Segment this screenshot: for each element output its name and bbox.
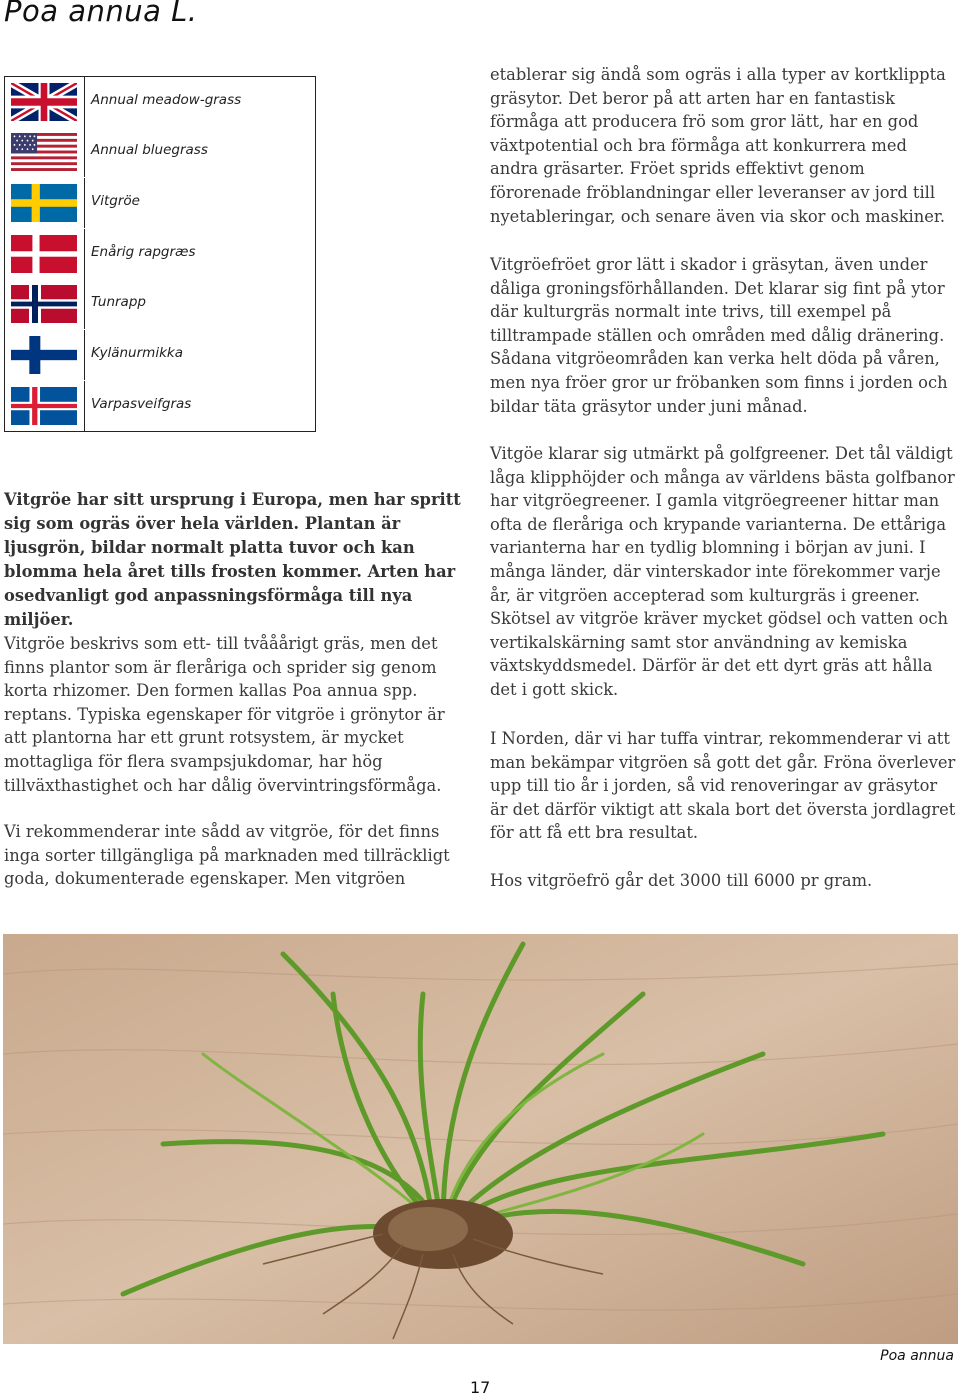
us-flag-icon bbox=[11, 133, 77, 171]
body-paragraph: Vitgröefröet gror lätt i skador i gräsytan, även under dåliga groningsförhållanden. Det klarar sig fint på ytor där kulturgräs normalt inte trivs, till exempel på tilltrampade ställen och områden med dålig dränering. Sådana vitgröeområden kan verka helt döda på våren, men nya fröer gror ur fröbanken som finns i jorden och bildar täta gräsytor under juni månad. bbox=[490, 255, 948, 416]
common-name-norwegian: Tunrapp bbox=[91, 294, 146, 310]
body-paragraph: Vitgöe klarar sig utmärkt på golfgreener. Det tål väldigt låga klipphöjder och många av världens bästa golfbanor har vitgröegreener. I gamla vitgröegreener hittar man ofta de fleråriga och krypande varianterna. De ettåriga varianterna har en tydlig blomning i början av juni. I många länder, där vinterskador inte förekommer varje år, är vitgröen accepterad som kulturgräs i greener. Skötsel av vitgröe kräver mycket gödsel och vatten och vertikalskärning samt stor användning av kemiska växtskyddsmedel. Därför är det ett dyrt gräs att hålla det i gott skick. bbox=[490, 444, 955, 699]
norway-flag-icon bbox=[11, 285, 77, 323]
common-name-row-norway bbox=[5, 279, 315, 329]
common-name-row-finland bbox=[5, 330, 315, 380]
common-name-swedish: Vitgröe bbox=[91, 193, 140, 209]
common-name-danish: Enårig rapgræs bbox=[91, 244, 196, 260]
sweden-flag-icon bbox=[11, 184, 77, 222]
body-paragraph: I Norden, där vi har tuffa vintrar, rekommenderar vi att man bekämpar vitgröen så gott det går. Fröna överlever upp till tio år i jorden, så vid renoveringar av gräsytor är det därför viktigt att skala bort det översta jordlagret för att få ett bra resultat. bbox=[490, 729, 956, 843]
photo-caption: Poa annua bbox=[880, 1348, 954, 1364]
common-name-finnish: Kylänurmikka bbox=[91, 345, 183, 361]
page-title: Poa annua L. bbox=[4, 0, 198, 28]
poa-annua-photo bbox=[3, 934, 958, 1344]
page-number: 17 bbox=[470, 1378, 491, 1397]
common-name-icelandic: Varpasveifgras bbox=[91, 396, 192, 412]
common-name-row-uk bbox=[5, 77, 315, 127]
finland-flag-icon bbox=[11, 336, 77, 374]
common-name-row-sweden bbox=[5, 178, 315, 228]
common-name-english: Annual meadow-grass bbox=[91, 92, 242, 108]
common-names-table bbox=[4, 76, 316, 432]
common-name-row-denmark bbox=[5, 229, 315, 279]
uk-flag-icon bbox=[11, 83, 77, 121]
body-paragraph: Hos vitgröefrö går det 3000 till 6000 pr gram. bbox=[490, 871, 873, 890]
common-name-american: Annual bluegrass bbox=[91, 142, 208, 158]
intro-paragraph: Vitgröe har sitt ursprung i Europa, men har spritt sig som ogräs över hela världen. Plantan är ljusgrön, bildar normalt platta tuvor och kan blomma hela året tills frosten kommer. Arten har osedvanligt god anpassningsförmåga till nya miljöer. bbox=[4, 490, 461, 629]
body-paragraph: Vitgröe beskrivs som ett- till tvååårigt gräs, men det finns plantor som är fleråriga och sprider sig genom korta rhizomer. Den formen kallas Poa annua spp. reptans. Typiska egenskaper för vitgröe i grönytor är att plantorna har ett grunt rotsystem, är mycket mottagliga för flera svampsjukdomar, har hög tillväxthastighet och har dålig övervintringsförmåga. bbox=[4, 634, 445, 795]
denmark-flag-icon bbox=[11, 235, 77, 273]
body-paragraph: Vi rekommenderar inte sådd av vitgröe, för det finns inga sorter tillgängliga på marknaden med tillräckligt goda, dokumenterade egenskaper. Men vitgröen bbox=[4, 822, 450, 889]
iceland-flag-icon bbox=[11, 387, 77, 425]
common-name-row-iceland bbox=[5, 381, 315, 431]
common-name-row-us bbox=[5, 127, 315, 177]
body-paragraph: etablerar sig ändå som ogräs i alla typer av kortklippta gräsytor. Det beror på att arten har en fantastisk förmåga att producera frö som gror lätt, har en god växtpotential och bra förmåga att konkurrera med andra gräsarter. Fröet sprids effektivt genom förorenade fröblandningar eller leveranser av jord till nyetableringar, och senare även via skor och maskiner. bbox=[490, 65, 946, 226]
